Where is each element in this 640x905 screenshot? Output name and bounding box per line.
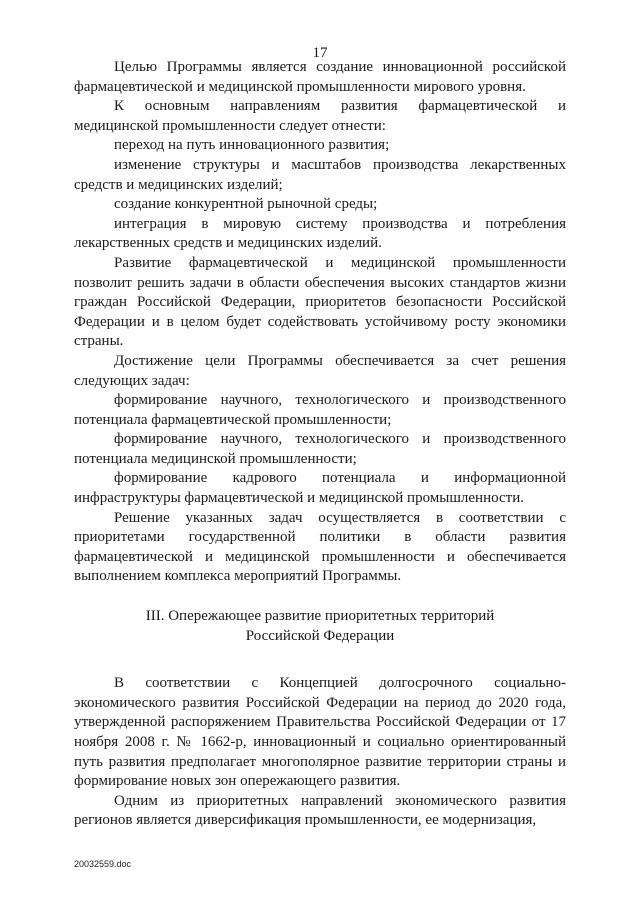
section-heading bbox=[74, 607, 566, 646]
paragraph: Одним из приоритетных направлений экономического развития регионов является диверсификация промышленности, ее модернизация, bbox=[74, 792, 566, 829]
list-item: формирование научного, технологического и производственного потенциала медицинской промышленности; bbox=[74, 431, 566, 467]
list-item: создание конкурентной рыночной среды; bbox=[114, 196, 378, 213]
paragraph: В соответствии с Концепцией долгосрочного социально-экономического развития Российской Федерации на период до 2020 года, утвержденной распоряжением Правительства Российской Федерации от 17 ноября 2008 г. № 1662-р, инновационный и социально ориентированный путь развития предполагает многополярное развитие территории страны и формирование новых зон опережающего развития. bbox=[74, 675, 566, 790]
paragraph: Достижение цели Программы обеспечивается за счет решения следующих задач: bbox=[74, 352, 566, 389]
paragraph: Развитие фармацевтической и медицинской промышленности позволит решить задачи в области обеспечения высоких стандартов жизни граждан Российской Федерации, приоритетов безопасности Российской Федерации и в целом будет содействовать устойчивому росту экономики страны. bbox=[74, 254, 566, 350]
list-item: формирование кадрового потенциала и информационной инфраструктуры фармацевтической и медицинской промышленности. bbox=[74, 470, 566, 507]
paragraph: Целью Программы является создание инновационной российской фармацевтической и медицинской промышленности мирового уровня. bbox=[74, 59, 566, 95]
list-item: формирование научного, технологического и производственного потенциала фармацевтической промышленности; bbox=[74, 392, 566, 428]
document-body bbox=[74, 58, 566, 831]
list-item: интеграция в мировую систему производства и потребления лекарственных средств и медицинских изделий. bbox=[74, 215, 566, 252]
section-heading-line-1: III. Опережающее развитие приоритетных территорий bbox=[145, 608, 495, 625]
list-item: переход на путь инновационного развития; bbox=[114, 137, 390, 154]
footer-filename: 20032559.doc bbox=[74, 859, 132, 869]
page-number: 17 bbox=[312, 45, 328, 61]
section-heading-line-2: Российской Федерации bbox=[245, 627, 395, 644]
list-item: изменение структуры и масштабов производства лекарственных средств и медицинских изделий; bbox=[74, 156, 566, 193]
paragraph: Решение указанных задач осуществляется в соответствии с приоритетами государственной политики в области развития фармацевтической и медицинской промышленности и обеспечивается выполнением комплекса мероприятий Программы. bbox=[74, 509, 566, 585]
paragraph: К основным направлениям развития фармацевтической и медицинской промышленности следует отнести: bbox=[74, 98, 566, 134]
